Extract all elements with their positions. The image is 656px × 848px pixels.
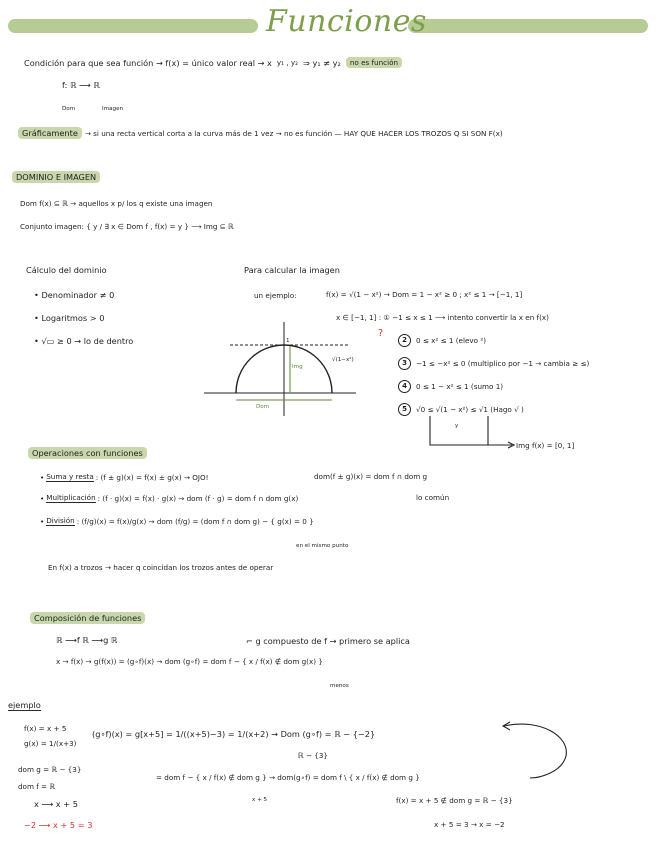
- ejemplo-dom-g: dom g = ℝ − {3}: [18, 765, 82, 774]
- dominio-imagen-heading: DOMINIO E IMAGEN: [12, 171, 100, 183]
- menos-note: menos: [330, 683, 349, 689]
- page-title: Funciones: [266, 4, 427, 39]
- step-text: 0 ≤ x² ≤ 1 (elevo ²): [416, 336, 487, 345]
- mult-row: • Multiplicación : (f · g)(x) = f(x) · g(x) ⇝ dom (f · g) = dom f ∩ dom g(x): [40, 493, 299, 503]
- composicion-heading: Composición de funciones: [30, 612, 145, 624]
- interval-line: x ∈ [−1, 1] : ① −1 ≤ x ≤ 1 ⟶ intento convertir la x en f(x): [336, 313, 549, 322]
- graph-test-text: → si una recta vertical corta a la curva más de 1 vez → no es función — HAY QUE HACER LOS TROZOS Q SI SON F(x): [84, 128, 503, 138]
- graph-test-row: [18, 127, 503, 139]
- div-formula: : (f/g)(x) = f(x)/g(x) ⇝ dom (f/g) = (dom f ∩ dom g) − { g(x) = 0 }: [76, 516, 314, 526]
- semicircle-graph: [200, 318, 360, 418]
- graph-img-label: Img: [292, 364, 303, 370]
- ejemplo-f-def: f(x) = x + 5: [24, 724, 67, 733]
- not-function-badge: no es función: [346, 57, 402, 68]
- punto-note: en el mismo punto: [296, 543, 349, 549]
- graph-top-label: 1: [286, 338, 290, 344]
- example-label: un ejemplo:: [254, 291, 297, 300]
- ejemplo-r-minus: ℝ − {3}: [298, 751, 329, 760]
- step-row: [398, 380, 503, 393]
- ejemplo-fx-line: f(x) = x + 5 ∉ dom g = ℝ − {3}: [396, 796, 513, 805]
- example-line: f(x) = √(1 − x²) → Dom = 1 − x² ≥ 0 ; x² ≤ 1 → [−1, 1]: [326, 290, 523, 299]
- image-bracket-arrow: [420, 414, 520, 450]
- calculo-imagen-heading: Para calcular la imagen: [244, 265, 340, 275]
- div-row: • División : (f/g)(x) = f(x)/g(x) ⇝ dom (f/g) = (dom f ∩ dom g) − { g(x) = 0 }: [40, 516, 314, 526]
- definition-map: f: ℝ ⟶ ℝ: [62, 80, 100, 90]
- definition-result: ⇒ y₁ ≠ y₂: [303, 57, 341, 68]
- graph-dom-label: Dom: [256, 404, 270, 410]
- ejemplo-label: ejemplo: [8, 700, 41, 710]
- graph-test-label: Gráficamente: [18, 127, 82, 139]
- definition-ys: y₁ , y₂: [276, 58, 299, 67]
- graph-curve-label: √(1−x²): [332, 357, 354, 363]
- question-mark: ?: [378, 328, 384, 339]
- definition-line: Condición para que sea función → f(x) = único valor real → x: [24, 57, 272, 68]
- mult-formula: : (f · g)(x) = f(x) · g(x) ⇝ dom (f · g) = dom f ∩ dom g(x): [97, 493, 299, 503]
- step-number: 3: [398, 357, 411, 370]
- suma-formula: : (f ± g)(x) = f(x) ± g(x) ⇝ OJO!: [95, 472, 209, 482]
- ejemplo-x5: x + 5: [252, 797, 268, 803]
- dominio-item: • Logaritmos > 0: [34, 313, 105, 323]
- ejemplo-red-line: −2 ⟶ x + 5 = 3: [24, 820, 93, 830]
- composicion-formula: x → f(x) → g(f(x)) = (g∘f)(x) → dom (g∘f) = dom f − { x / f(x) ∉ dom g(x) }: [56, 657, 323, 666]
- ejemplo-map: x ⟶ x + 5: [34, 799, 78, 809]
- trozos-line: En f(x) a trozos → hacer q coincidan los trozos antes de operar: [48, 563, 274, 572]
- step-text: √0 ≤ √(1 − x²) ≤ √1 (Hago √ ): [416, 405, 524, 414]
- operaciones-heading: Operaciones con funciones: [28, 447, 147, 459]
- comun-note: lo común: [416, 493, 450, 502]
- composicion-chain: ℝ ⟶f ℝ ⟶g ℝ: [56, 635, 118, 645]
- ejemplo-mid-line: = dom f − { x / f(x) ∉ dom g } ⇝ dom(g∘f) = dom f \ { x / f(x) ∉ dom g }: [156, 773, 420, 782]
- step-row: [398, 357, 589, 370]
- loop-arrow: [500, 716, 572, 784]
- title-bar-left: [8, 19, 258, 33]
- imagen-label: Imagen: [102, 106, 124, 112]
- ejemplo-g-def: g(x) = 1/(x+3): [24, 739, 77, 748]
- ejemplo-solve-line: x + 5 = 3 → x = −2: [434, 820, 505, 829]
- suma-domain: dom(f ± g)(x) = dom f ∩ dom g: [314, 472, 428, 481]
- step-row: [398, 334, 486, 347]
- dominio-item: • Denominador ≠ 0: [34, 290, 115, 300]
- image-result: Img f(x) = [0, 1]: [516, 441, 575, 450]
- dom-label: Dom: [62, 106, 76, 112]
- step-number: 5: [398, 403, 411, 416]
- dominio-item: • √▭ ≥ 0 → lo de dentro: [34, 336, 134, 346]
- step-text: −1 ≤ −x² ≤ 0 (multiplico por −1 → cambia ≥ ≤): [416, 359, 590, 368]
- definition-row: [24, 57, 402, 68]
- step-number: 4: [398, 380, 411, 393]
- y-label: y: [455, 423, 459, 429]
- suma-row: • Suma y resta : (f ± g)(x) = f(x) ± g(x) ⇝ OJO!: [40, 472, 209, 482]
- img-definition: Conjunto imagen: { y / ∃ x ∈ Dom f , f(x) = y } ⟶ Img ⊆ ℝ: [20, 222, 234, 231]
- mult-label: Multiplicación: [46, 493, 96, 502]
- suma-label: Suma y resta: [46, 472, 94, 481]
- composicion-note: ⌐ g compuesto de f → primero se aplica: [246, 636, 410, 646]
- dom-definition: Dom f(x) ⊆ ℝ → aquellos x p/ los q existe una imagen: [20, 199, 213, 208]
- ejemplo-dom-f: dom f = ℝ: [18, 782, 56, 791]
- title-bar-right: [408, 19, 648, 33]
- calculo-dominio-heading: Cálculo del dominio: [26, 265, 107, 275]
- ejemplo-line1: (g∘f)(x) = g[x+5] = 1/((x+5)−3) = 1/(x+2) → Dom (g∘f) = ℝ − {−2}: [92, 729, 376, 739]
- step-number: 2: [398, 334, 411, 347]
- step-text: 0 ≤ 1 − x² ≤ 1 (sumo 1): [416, 382, 504, 391]
- div-label: División: [46, 516, 75, 525]
